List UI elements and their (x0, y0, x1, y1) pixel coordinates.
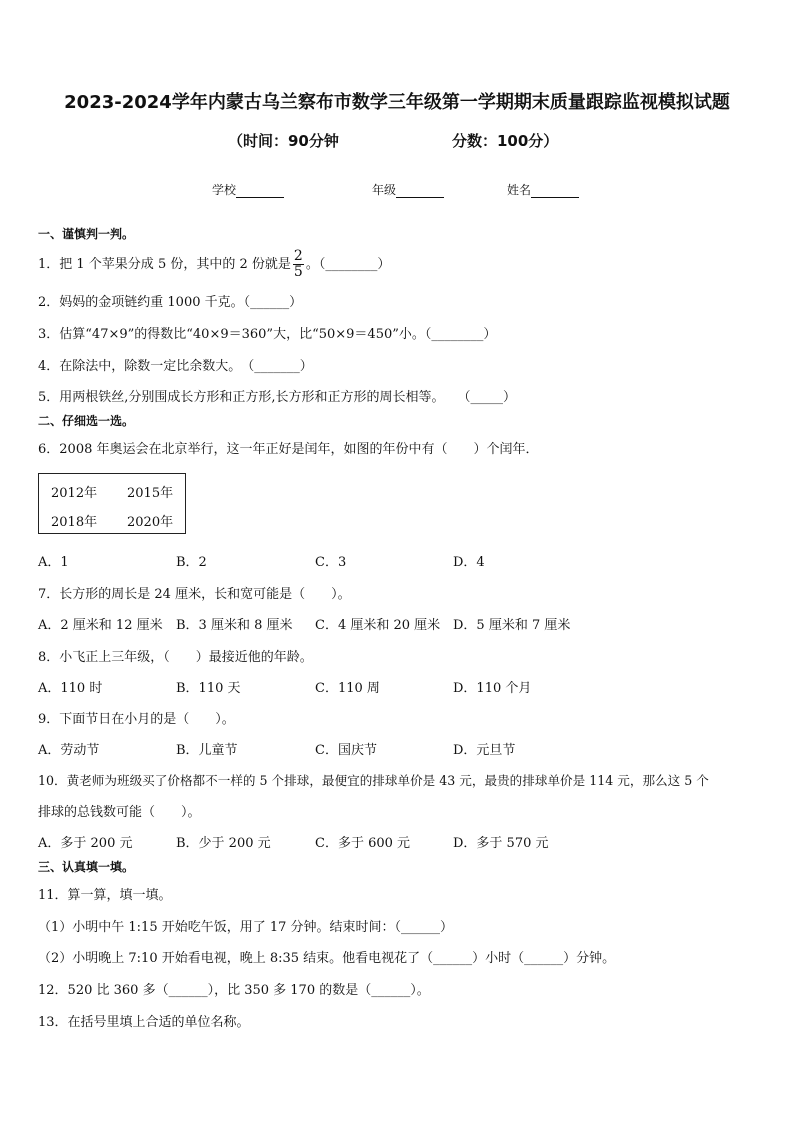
q9-option-b: B．儿童节 (176, 743, 238, 758)
question-13: 13．在括号里填上合适的单位名称。 (38, 1015, 250, 1030)
exam-time: （时间：90分钟 (228, 132, 339, 150)
section2-heading: 二、仔细选一选。 (38, 414, 135, 428)
year-cell: 2020年 (127, 515, 174, 530)
q7-option-a: A．2 厘米和 12 厘米 (38, 618, 163, 633)
q10-option-c: C．多于 600 元 (315, 836, 411, 851)
q1-text: 1．把 1 个苹果分成 5 份，其中的 2 份就是 (38, 257, 291, 272)
fraction-numerator: 2 (293, 248, 303, 264)
q6-option-d: D．4 (453, 555, 485, 570)
grade-field (372, 181, 444, 198)
q9-option-c: C．国庆节 (315, 743, 377, 758)
q6-option-b: B．2 (176, 555, 207, 570)
question-9: 9．下面节日在小月的是（ ）。 (38, 712, 235, 727)
fraction (293, 249, 304, 280)
q6-option-a: A．1 (38, 555, 69, 570)
q10-option-d: D．多于 570 元 (453, 836, 549, 851)
question-11-1: （1）小明中午 1:15 开始吃午饭，用了 17 分钟。结束时间：（______） (38, 920, 454, 935)
q8-option-b: B．110 天 (176, 681, 241, 696)
question-11: 11．算一算，填一填。 (38, 888, 172, 903)
q7-option-b: B．3 厘米和 8 厘米 (176, 618, 293, 633)
exam-score: 分数：100分） (452, 132, 559, 150)
question-7: 7．长方形的周长是 24 厘米，长和宽可能是（ ）。 (38, 587, 351, 602)
year-cell: 2018年 (51, 515, 98, 530)
grade-blank (396, 185, 444, 198)
q7-option-d: D．5 厘米和 7 厘米 (453, 618, 571, 633)
q1-answer: 。（________） (305, 257, 391, 272)
grade-label: 年级 (372, 183, 397, 197)
q9-option-d: D．元旦节 (453, 743, 516, 758)
year-table (38, 473, 186, 534)
exam-title: 2023-2024学年内蒙古乌兰察布市数学三年级第一学期期末质量跟踪监视模拟试题 (64, 92, 730, 113)
question-10-line1: 10．黄老师为班级买了价格都不一样的 5 个排球，最便宜的排球单价是 43 元，最贵的排球单价是 114 元，那么这 5 个 (38, 773, 709, 788)
name-label: 姓名 (507, 183, 532, 197)
q10-option-b: B．少于 200 元 (176, 836, 271, 851)
q7-option-c: C．4 厘米和 20 厘米 (315, 618, 441, 633)
q8-option-a: A．110 时 (38, 681, 103, 696)
question-2: 2．妈妈的金项链约重 1000 千克。（______） (38, 295, 303, 310)
year-cell: 2015年 (127, 486, 174, 501)
name-field (507, 181, 579, 198)
question-8: 8．小飞正上三年级，（ ）最接近他的年龄。 (38, 650, 313, 665)
q9-option-a: A．劳动节 (38, 743, 100, 758)
question-4: 4．在除法中，除数一定比余数大。 （_______） (38, 359, 313, 374)
q10-option-a: A．多于 200 元 (38, 836, 133, 851)
section3-heading: 三、认真填一填。 (38, 860, 135, 874)
year-cell: 2012年 (51, 486, 98, 501)
school-blank (236, 185, 284, 198)
question-12: 12．520 比 360 多（______），比 350 多 170 的数是（______）。 (38, 983, 430, 998)
question-6: 6．2008 年奥运会在北京举行，这一年正好是闰年，如图的年份中有（ ）个闰年． (38, 442, 539, 457)
question-3: 3．估算“47×9”的得数比“40×9＝360”大，比“50×9＝450”小。（________） (38, 327, 497, 342)
question-1 (38, 249, 390, 280)
name-blank (531, 185, 579, 198)
school-field (212, 181, 284, 198)
q6-option-c: C．3 (315, 555, 347, 570)
section1-heading: 一、谨慎判一判。 (38, 227, 135, 241)
q8-option-c: C．110 周 (315, 681, 380, 696)
question-5: 5．用两根铁丝,分别围成长方形和正方形,长方形和正方形的周长相等。 （_____） (38, 390, 517, 405)
school-label: 学校 (212, 183, 237, 197)
fraction-denominator: 5 (293, 264, 303, 280)
question-10-line2: 排球的总钱数可能（ ）。 (38, 805, 201, 820)
q8-option-d: D．110 个月 (453, 681, 532, 696)
question-11-2: （2）小明晚上 7:10 开始看电视，晚上 8:35 结束。他看电视花了（______）小时（______）分钟。 (38, 951, 616, 966)
